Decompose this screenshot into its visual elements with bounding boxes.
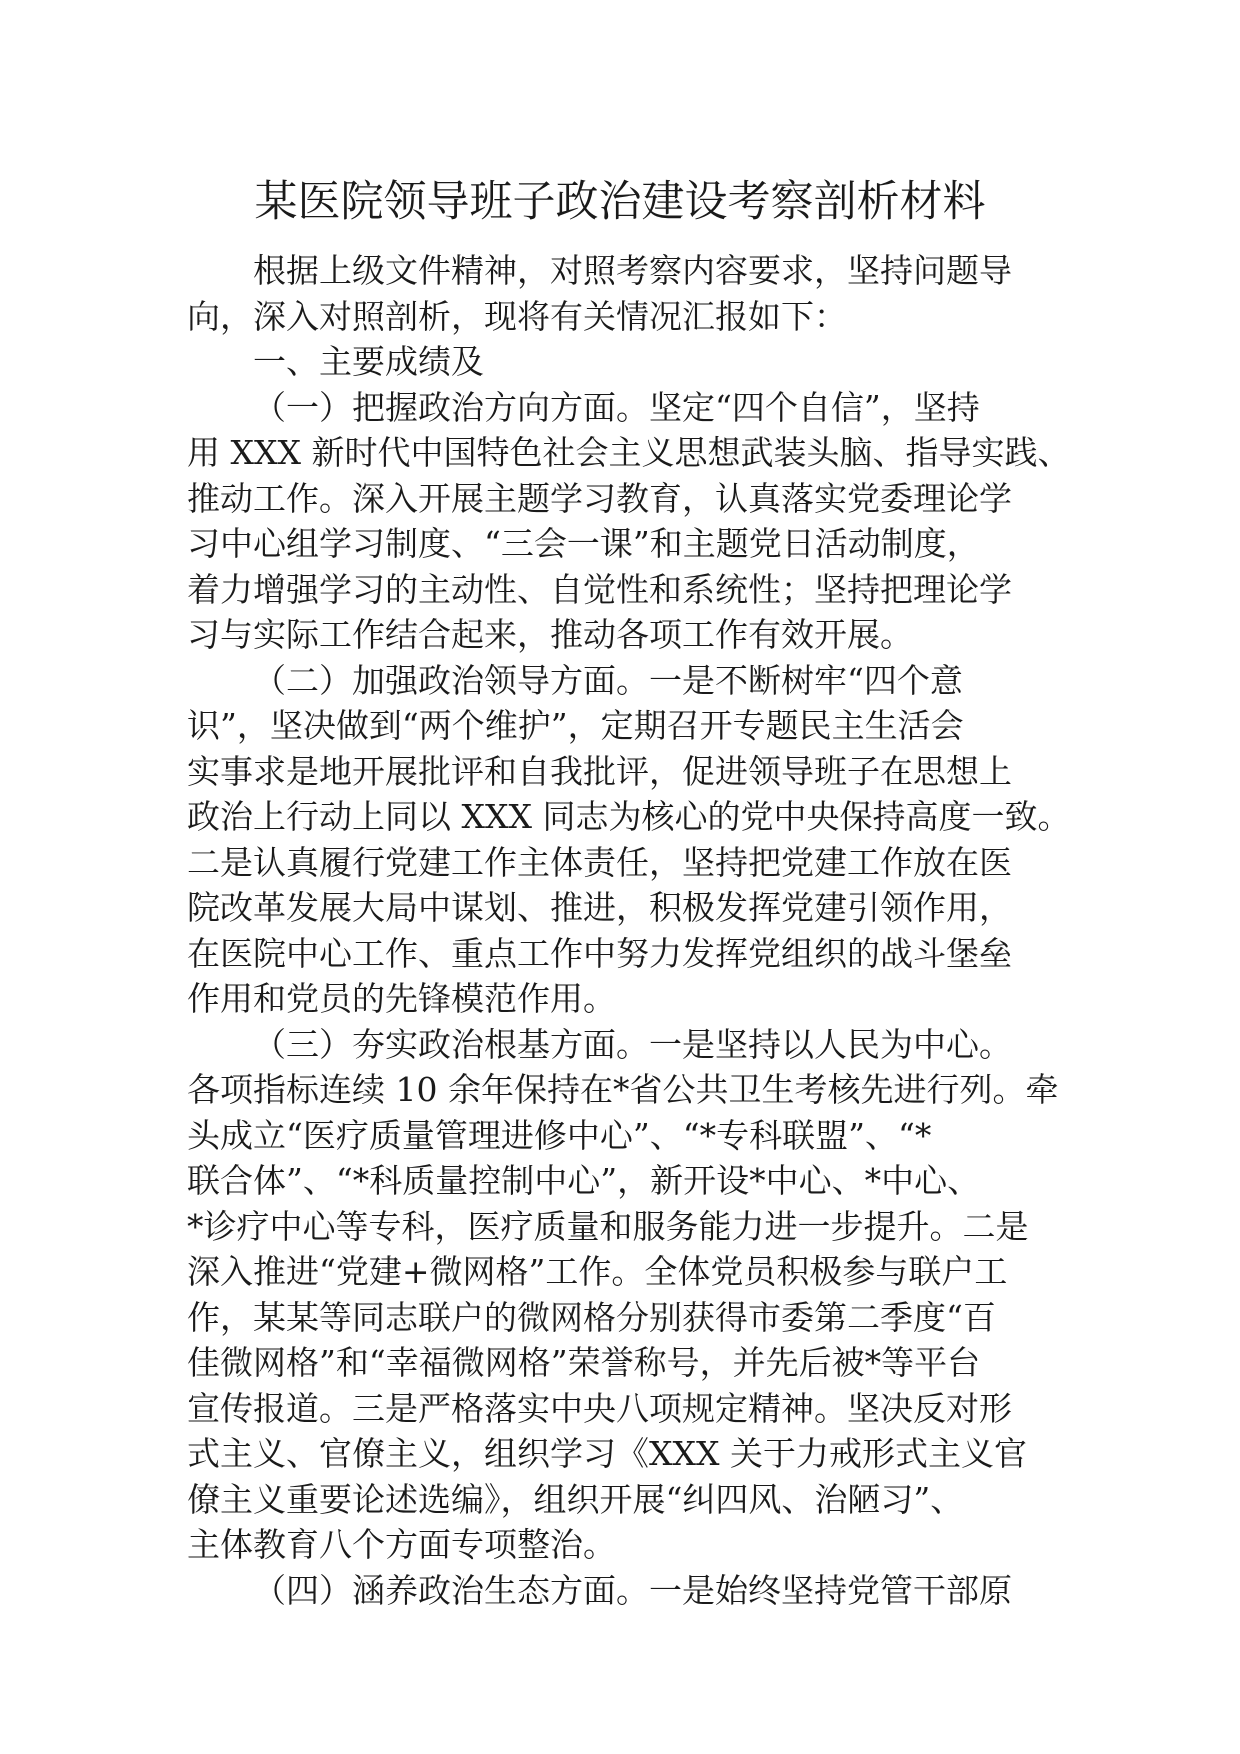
paragraph-3-line: 头成立“医疗质量管理进修中心”、“*专科联盟”、“* — [187, 1115, 932, 1155]
paragraph-2-line: （二）加强政治领导方面。一是不断树牢“四个意 — [253, 660, 963, 700]
paragraph-2-line: 政治上行动上同以 XXX 同志为核心的党中央保持高度一致。 — [187, 797, 1071, 836]
intro-line: 根据上级文件精神，对照考察内容要求，坚持问题导 — [253, 251, 1012, 290]
paragraph-3-line: 僚主义重要论述选编》，组织开展“纠四风、治陋习”、 — [187, 1479, 964, 1519]
paragraph-3-line: 佳微网格”和“幸福微网格”荣誉称号，并先后被*等平台 — [187, 1343, 981, 1382]
paragraph-1-line: 用 XXX 新时代中国特色社会主义思想武装头脑、指导实践、 — [187, 433, 1071, 472]
paragraph-3-line: 主体教育八个方面专项整治。 — [187, 1525, 616, 1564]
paragraph-2-line: 二是认真履行党建工作主体责任，坚持把党建工作放在医 — [187, 842, 1012, 882]
paragraph-2-line: 作用和党员的先锋模范作用。 — [187, 979, 616, 1018]
paragraph-3-line: 式主义、官僚主义，组织学习《XXX 关于力戒形式主义官 — [187, 1434, 1027, 1473]
paragraph-1-line: 推动工作。深入开展主题学习教育，认真落实党委理论学 — [187, 478, 1012, 518]
paragraph-3-line: 联合体”、“*科质量控制中心”，新开设*中心、*中心、 — [187, 1161, 981, 1200]
paragraph-4-line: （四）涵养政治生态方面。一是始终坚持党管干部原 — [253, 1570, 1012, 1610]
paragraph-3-line: 宣传报道。三是严格落实中央八项规定精神。坚决反对形 — [187, 1388, 1012, 1428]
intro-line: 向，深入对照剖析，现将有关情况汇报如下： — [187, 296, 847, 336]
paragraph-3-line: *诊疗中心等专科，医疗质量和服务能力进一步提升。二是 — [187, 1206, 1029, 1246]
paragraph-3-line: （三）夯实政治根基方面。一是坚持以人民为中心。 — [253, 1024, 1012, 1064]
paragraph-1-line: 着力增强学习的主动性、自觉性和系统性；坚持把理论学 — [187, 569, 1012, 609]
paragraph-2-line: 识”，坚决做到“两个维护”，定期召开专题民主生活会 — [187, 706, 964, 745]
paragraph-3-line: 深入推进“党建+微网格”工作。全体党员积极参与联户工 — [187, 1252, 1008, 1291]
paragraph-1-line: 习中心组学习制度、“三会一课”和主题党日活动制度， — [187, 524, 980, 563]
paragraph-2-line: 院改革发展大局中谋划、推进，积极发挥党建引领作用， — [187, 888, 1012, 927]
paragraph-2-line: 在医院中心工作、重点工作中努力发挥党组织的战斗堡垒 — [187, 933, 1012, 973]
paragraph-3-line: 各项指标连续 10 余年保持在*省公共卫生考核先进行列。牵 — [187, 1070, 1059, 1109]
document-title: 某医院领导班子政治建设考察剖析材料 — [254, 177, 986, 227]
paragraph-1-line: 习与实际工作结合起来，推动各项工作有效开展。 — [187, 615, 913, 654]
document-body — [187, 248, 1071, 1613]
paragraph-3-line: 作，某某等同志联户的微网格分别获得市委第二季度“百 — [187, 1297, 996, 1337]
section-heading: 一、主要成绩及 — [253, 342, 484, 381]
paragraph-2-line: 实事求是地开展批评和自我批评，促进领导班子在思想上 — [187, 751, 1012, 791]
paragraph-1-line: （一）把握政治方向方面。坚定“四个自信”，坚持 — [253, 387, 980, 427]
